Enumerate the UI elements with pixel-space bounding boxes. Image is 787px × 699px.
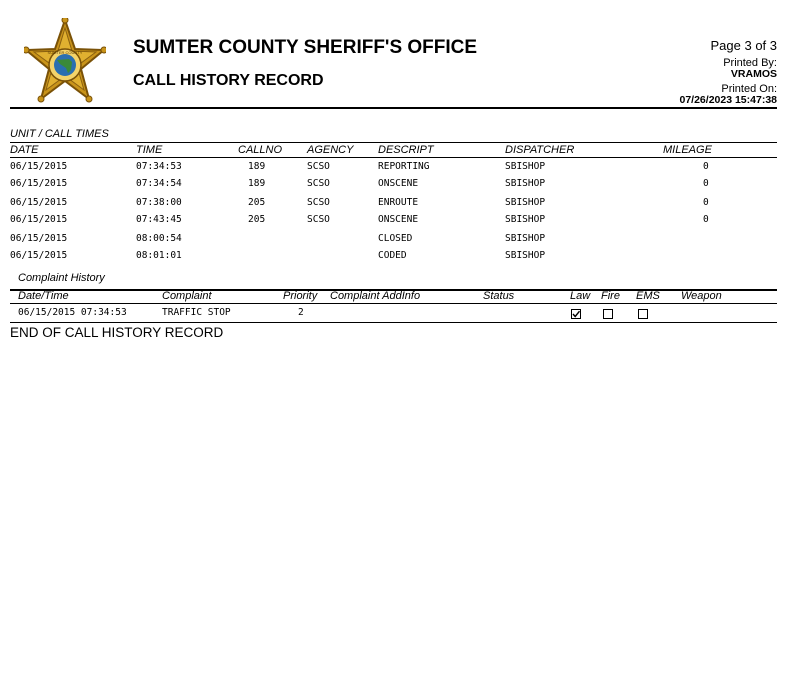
unit-cell-time: 07:34:53 <box>136 161 182 172</box>
sheriff-star-badge-logo <box>24 18 106 108</box>
col-header-status: Status <box>483 290 515 302</box>
printed-by-value: VRAMOS <box>730 68 777 80</box>
unit-cell-dispatcher: SBISHOP <box>505 178 546 189</box>
end-of-record-text: END OF CALL HISTORY RECORD <box>10 325 224 340</box>
printed-by-label: Printed By: <box>723 57 777 69</box>
organization-name: SUMTER COUNTY SHERIFF'S OFFICE <box>133 37 478 58</box>
col-header-ems: EMS <box>636 290 660 302</box>
unit-cell-mileage: 0 <box>703 161 709 172</box>
unit-cell-mileage: 0 <box>703 197 709 208</box>
svg-text:SUMTER COUNTY: SUMTER COUNTY <box>47 50 83 55</box>
col-header-agency: AGENCY <box>307 144 354 156</box>
col-header-law: Law <box>570 290 591 302</box>
unit-cell-date: 06/15/2015 <box>10 197 68 208</box>
unit-cell-descript: REPORTING <box>378 161 430 172</box>
complaint-table-bottom-rule <box>10 322 777 323</box>
col-header-fire: Fire <box>601 290 620 302</box>
unit-cell-descript: CODED <box>378 250 407 261</box>
unit-call-times-section-label: UNIT / CALL TIMES <box>10 128 109 140</box>
col-header-complaint: Complaint <box>162 290 212 302</box>
unit-cell-time: 07:38:00 <box>136 197 182 208</box>
complaint-type: TRAFFIC STOP <box>162 307 231 318</box>
unit-cell-time: 07:43:45 <box>136 214 182 225</box>
fire-checkbox[interactable] <box>603 309 613 319</box>
col-header-complaint-addinfo: Complaint AddInfo <box>330 290 421 302</box>
unit-cell-dispatcher: SBISHOP <box>505 250 546 261</box>
unit-cell-callno: 205 <box>248 197 266 208</box>
unit-cell-mileage: 0 <box>703 178 709 189</box>
unit-cell-descript: ONSCENE <box>378 178 419 189</box>
col-header-weapon: Weapon <box>681 290 722 302</box>
unit-table-top-rule <box>10 142 777 143</box>
report-title: CALL HISTORY RECORD <box>133 72 324 89</box>
unit-cell-mileage: 0 <box>703 214 709 225</box>
unit-cell-callno: 205 <box>248 214 266 225</box>
page-number: Page 3 of 3 <box>710 38 777 53</box>
unit-cell-callno: 189 <box>248 178 266 189</box>
unit-cell-date: 06/15/2015 <box>10 233 68 244</box>
col-header-date: DATE <box>10 144 39 156</box>
col-header-callno: CALLNO <box>238 144 283 156</box>
col-header-mileage: MILEAGE <box>663 144 712 156</box>
unit-cell-descript: ONSCENE <box>378 214 419 225</box>
unit-cell-agency: SCSO <box>307 161 330 172</box>
complaint-table-header-rule <box>10 303 777 304</box>
unit-cell-time: 07:34:54 <box>136 178 182 189</box>
complaint-priority: 2 <box>298 307 304 318</box>
header-divider <box>10 107 777 109</box>
ems-checkbox[interactable] <box>638 309 648 319</box>
unit-cell-date: 06/15/2015 <box>10 161 68 172</box>
col-header-descript: DESCRIPT <box>378 144 434 156</box>
unit-table-header-rule <box>10 157 777 158</box>
complaint-history-section-label: Complaint History <box>18 272 105 284</box>
col-header-dispatcher: DISPATCHER <box>505 144 575 156</box>
col-header-datetime: Date/Time <box>18 290 69 302</box>
law-checkbox[interactable] <box>571 309 581 319</box>
unit-cell-descript: ENROUTE <box>378 197 419 208</box>
unit-cell-time: 08:00:54 <box>136 233 182 244</box>
unit-cell-agency: SCSO <box>307 214 330 225</box>
unit-cell-dispatcher: SBISHOP <box>505 214 546 225</box>
unit-cell-agency: SCSO <box>307 178 330 189</box>
unit-cell-dispatcher: SBISHOP <box>505 233 546 244</box>
unit-cell-agency: SCSO <box>307 197 330 208</box>
col-header-time: TIME <box>136 144 163 156</box>
complaint-datetime: 06/15/2015 07:34:53 <box>18 307 127 318</box>
unit-cell-descript: CLOSED <box>378 233 413 244</box>
unit-cell-dispatcher: SBISHOP <box>505 197 546 208</box>
unit-cell-dispatcher: SBISHOP <box>505 161 546 172</box>
unit-cell-date: 06/15/2015 <box>10 250 68 261</box>
col-header-priority: Priority <box>283 290 318 302</box>
unit-cell-time: 08:01:01 <box>136 250 182 261</box>
unit-cell-callno: 189 <box>248 161 266 172</box>
unit-cell-date: 06/15/2015 <box>10 178 68 189</box>
printed-on-value: 07/26/2023 15:47:38 <box>679 94 777 106</box>
unit-cell-date: 06/15/2015 <box>10 214 68 225</box>
printed-on-label: Printed On: <box>721 83 777 95</box>
